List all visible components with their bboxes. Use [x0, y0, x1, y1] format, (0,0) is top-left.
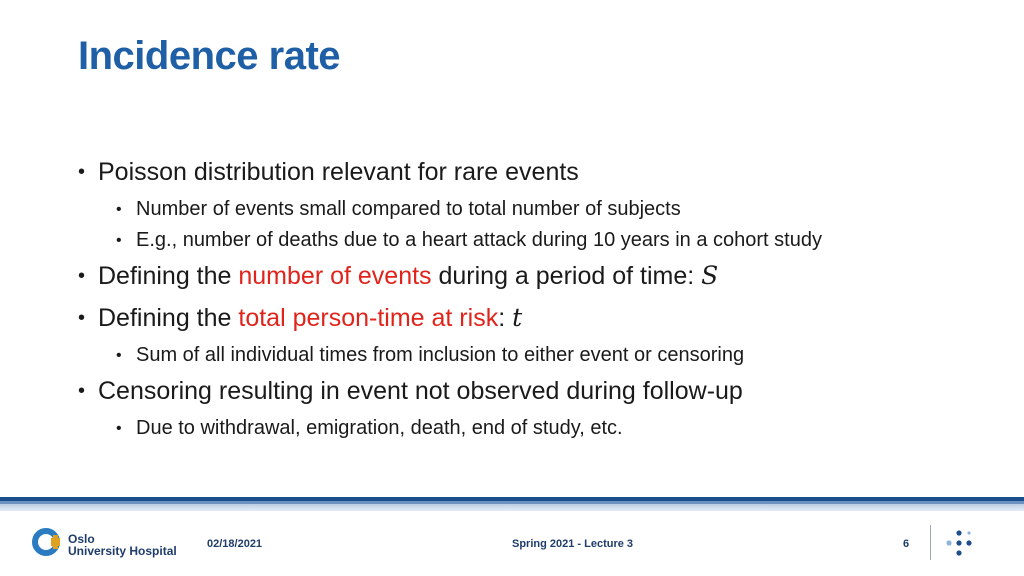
highlight-number-of-events: number of events [238, 262, 432, 290]
bullet-text: Poisson distribution relevant for rare events [98, 158, 579, 186]
hospital-logo-icon [32, 527, 62, 557]
bullet-text: E.g., number of deaths due to a heart attack during 10 years in a cohort study [136, 229, 822, 251]
footer-date: 02/18/2021 [207, 538, 263, 550]
slide-title: Incidence rate [78, 34, 341, 78]
highlight-person-time: total person-time at risk [238, 304, 499, 332]
bullet-text: Due to withdrawal, emigration, death, end of study, etc. [136, 417, 623, 439]
footer-divider [930, 525, 931, 560]
bullet-censoring [78, 375, 984, 407]
bullet-text: Sum of all individual times from inclusion to either event or censoring [136, 344, 745, 366]
bullet-text: Number of events small compared to total number of subjects [136, 198, 681, 220]
bullet-defining-events [78, 260, 984, 292]
sub-bullet-sum-of-times [78, 342, 984, 369]
bullet-text: Defining the [98, 304, 239, 332]
bullet-text: Defining the [98, 262, 239, 290]
sub-bullet-example [78, 227, 984, 254]
footer-bar [0, 497, 1024, 511]
footer-lecture: Spring 2021 - Lecture 3 [512, 538, 634, 550]
logo-text-university-hospital: University Hospital [68, 544, 177, 558]
bullet-poisson [78, 156, 984, 188]
sub-bullet-censoring-reasons [78, 415, 984, 442]
bullet-text: : [498, 304, 513, 332]
slide-content [78, 156, 984, 448]
hospital-logo [32, 527, 182, 561]
page-number: 6 [903, 538, 910, 550]
dots-cross-icon [946, 530, 972, 556]
math-symbol-s: S [701, 261, 719, 290]
logo-text-oslo: Oslo [68, 532, 95, 546]
math-symbol-t: t [512, 303, 523, 332]
bullet-text: during a period of time: [431, 262, 702, 290]
bullet-defining-person-time [78, 302, 984, 334]
sub-bullet-number-of-events [78, 196, 984, 223]
bullet-text: Censoring resulting in event not observed during follow-up [98, 377, 743, 405]
